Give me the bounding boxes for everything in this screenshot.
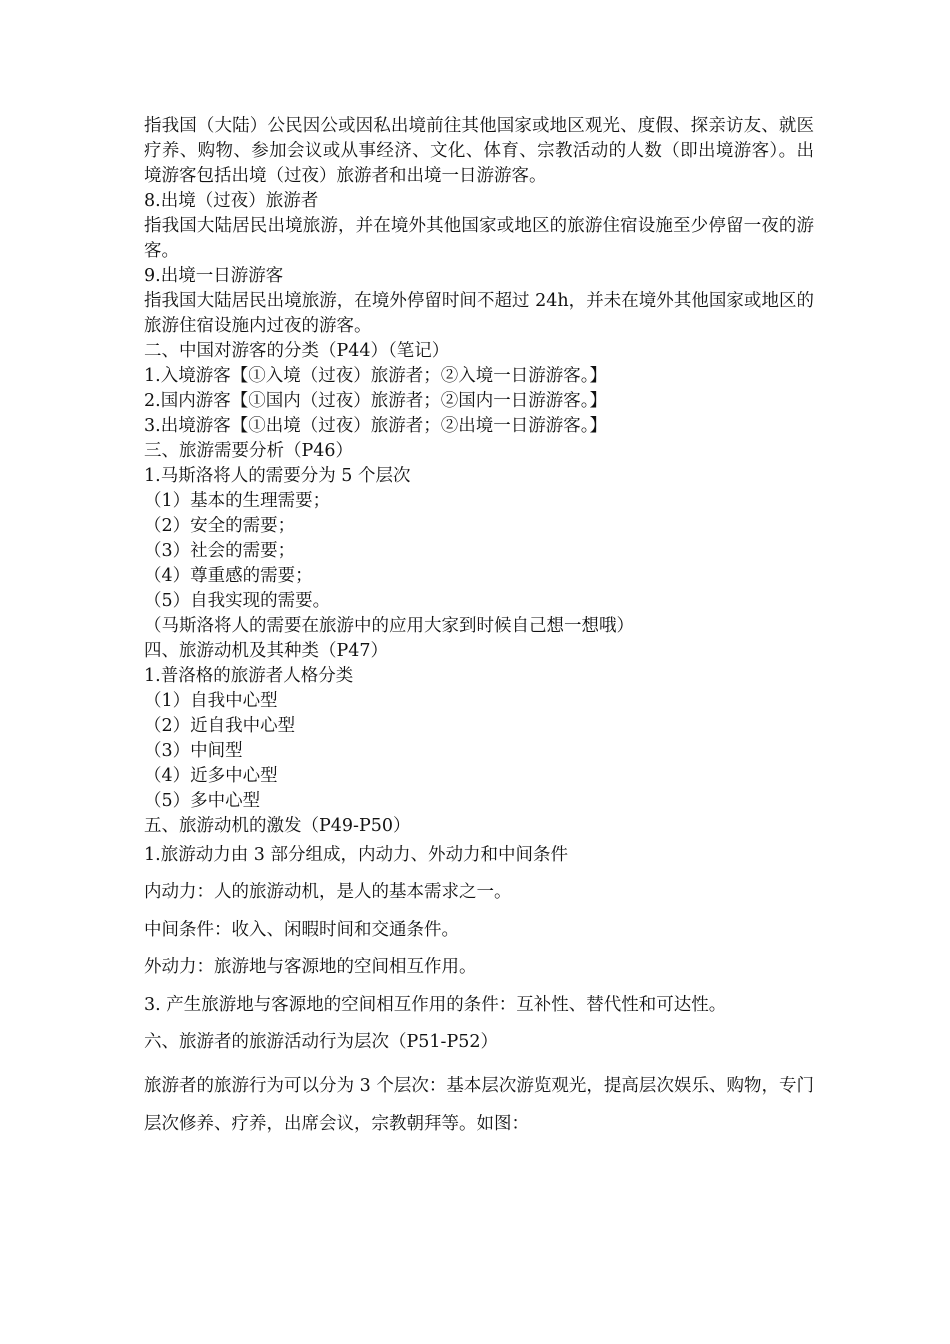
list-item: 1.入境游客【①入境（过夜）旅游者；②入境一日游游客。】 [144, 366, 607, 386]
section-heading-behavior-levels: 六、旅游者的旅游活动行为层次（P51-P52） [144, 1032, 498, 1052]
list-item: （1）基本的生理需要； [144, 491, 331, 511]
paragraph-text: 内动力：人的旅游动机，是人的基本需求之一。 [144, 882, 512, 902]
list-item: （5）多中心型 [144, 791, 261, 811]
paragraph-text: 外动力：旅游地与客源地的空间相互作用。 [144, 957, 477, 977]
list-item: （4）尊重感的需要； [144, 566, 313, 586]
section-heading-motivation: 四、旅游动机及其种类（P47） [144, 641, 389, 661]
heading-outbound-overnight: 8.出境（过夜）旅游者 [144, 191, 319, 211]
list-item: （1）自我中心型 [144, 691, 278, 711]
list-item: （4）近多中心型 [144, 766, 278, 786]
section-heading-classification: 二、中国对游客的分类（P44）（笔记） [144, 341, 450, 361]
paragraph-text: 1.旅游动力由 3 部分组成，内动力、外动力和中间条件 [144, 845, 568, 865]
list-item: 3.出境游客【①出境（过夜）旅游者；②出境一日游游客。】 [144, 416, 607, 436]
list-item: （2）近自我中心型 [144, 716, 296, 736]
list-item: （2）安全的需要； [144, 516, 296, 536]
paragraph-behavior-levels: 旅游者的旅游行为可以分为 3 个层次：基本层次游览观光，提高层次娱乐、购物，专门层次修养、疗养，出席会议，宗教朝拜等。如图： [144, 1076, 814, 1134]
list-item: 1.普洛格的旅游者人格分类 [144, 666, 354, 686]
paragraph-outbound-definition: 指我国（大陆）公民因公或因私出境前往其他国家或地区观光、度假、探亲访友、就医疗养、购物、参加会议或从事经济、文化、体育、宗教活动的人数（即出境游客）。出境游客包括出境（过夜）旅游者和出境一日游游客。 [144, 116, 814, 186]
list-item: （3）中间型 [144, 741, 243, 761]
heading-outbound-day-visitor: 9.出境一日游游客 [144, 266, 284, 286]
section-heading-needs: 三、旅游需要分析（P46） [144, 441, 354, 461]
paragraph-overnight-definition: 指我国大陆居民出境旅游，并在境外其他国家或地区的旅游住宿设施至少停留一夜的游客。 [144, 216, 814, 261]
paragraph-day-visitor-definition: 指我国大陆居民出境旅游，在境外停留时间不超过 24h，并未在境外其他国家或地区的旅游住宿设施内过夜的游客。 [144, 291, 814, 336]
list-item: 1.马斯洛将人的需要分为 5 个层次 [144, 466, 411, 486]
list-item: （3）社会的需要； [144, 541, 296, 561]
paragraph-text: 中间条件：收入、闲暇时间和交通条件。 [144, 920, 459, 940]
list-item: 2.国内游客【①国内（过夜）旅游者；②国内一日游游客。】 [144, 391, 607, 411]
list-item: （5）自我实现的需要。 [144, 591, 331, 611]
section-heading-stimulation: 五、旅游动机的激发（P49-P50） [144, 816, 411, 836]
paragraph-text: 3. 产生旅游地与客源地的空间相互作用的条件：互补性、替代性和可达性。 [144, 995, 727, 1015]
note-text: （马斯洛将人的需要在旅游中的应用大家到时候自己想一想哦） [144, 616, 634, 636]
